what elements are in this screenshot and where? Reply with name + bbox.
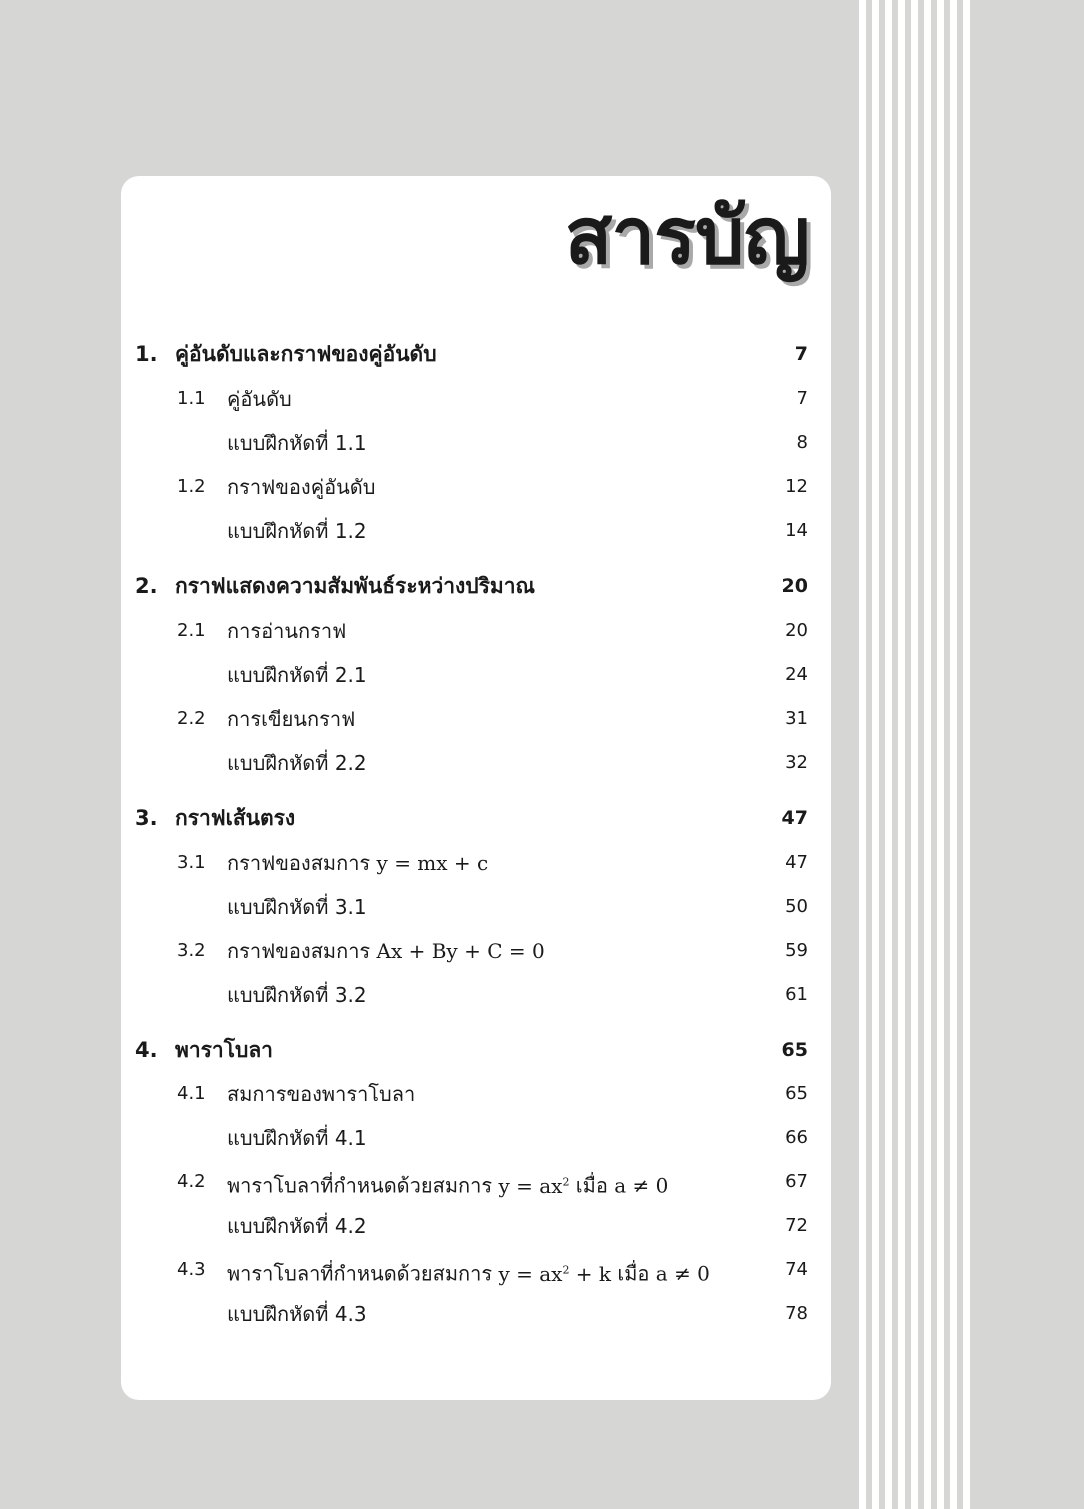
toc-exercise-3-2[interactable] — [121, 977, 831, 1013]
toc-section-4-2[interactable] — [121, 1164, 831, 1200]
page-number: 24 — [785, 664, 808, 685]
toc-exercise-1-2[interactable] — [121, 513, 831, 549]
section-title — [227, 933, 545, 969]
condition: a ≠ 0 — [614, 1173, 669, 1198]
chapter-title: กราฟเส้นตรง — [175, 806, 296, 830]
equation: y = mx + c — [376, 851, 489, 875]
equation: Ax + By + C = 0 — [376, 939, 545, 963]
chapter-number: 3. — [135, 806, 158, 830]
section-title-text: พาราโบลาที่กำหนดด้วยสมการ — [227, 1261, 493, 1286]
exercise-title: แบบฝึกหัดที่ 2.1 — [227, 663, 367, 687]
table-of-contents — [121, 176, 831, 1400]
section-number: 4.3 — [177, 1259, 206, 1280]
equation — [498, 1174, 569, 1198]
chapter-title: กราฟแสดงความสัมพันธ์ระหว่างปริมาณ — [175, 574, 536, 598]
section-number: 2.1 — [177, 620, 206, 641]
page-number: 65 — [785, 1083, 808, 1104]
exercise-title: แบบฝึกหัดที่ 3.1 — [227, 895, 367, 919]
toc-chapter-1[interactable] — [121, 336, 831, 372]
toc-exercise-4-1[interactable] — [121, 1120, 831, 1156]
page-number: 66 — [785, 1127, 808, 1148]
page-number: 61 — [785, 984, 808, 1005]
section-title-text: กราฟของสมการ — [227, 851, 371, 875]
chapter-number: 2. — [135, 574, 158, 598]
section-title: คู่อันดับ — [227, 387, 292, 411]
chapter-title: คู่อันดับและกราฟของคู่อันดับ — [175, 342, 437, 366]
toc-section-3-1[interactable] — [121, 845, 831, 881]
toc-section-1-1[interactable] — [121, 381, 831, 417]
toc-exercise-4-3[interactable] — [121, 1296, 831, 1332]
toc-section-4-3[interactable] — [121, 1252, 831, 1288]
section-title: การอ่านกราฟ — [227, 619, 347, 643]
equation — [498, 1262, 611, 1286]
exponent: 2 — [562, 1263, 570, 1276]
chapter-title: พาราโบลา — [175, 1038, 273, 1062]
section-title — [227, 1164, 668, 1204]
toc-exercise-1-1[interactable] — [121, 425, 831, 461]
section-number: 1.2 — [177, 476, 206, 497]
page-number: 12 — [785, 476, 808, 497]
page-number: 72 — [785, 1215, 808, 1236]
section-title — [227, 1252, 710, 1292]
exercise-title: แบบฝึกหัดที่ 4.2 — [227, 1214, 367, 1238]
decorative-margin — [971, 0, 1084, 1509]
toc-section-1-2[interactable] — [121, 469, 831, 505]
section-number: 4.2 — [177, 1171, 206, 1192]
toc-chapter-2[interactable] — [121, 568, 831, 604]
toc-exercise-4-2[interactable] — [121, 1208, 831, 1244]
section-title: กราฟของคู่อันดับ — [227, 475, 376, 499]
page-number: 20 — [781, 575, 808, 597]
page-number: 47 — [781, 807, 808, 829]
page-number: 20 — [785, 620, 808, 641]
toc-section-4-1[interactable] — [121, 1076, 831, 1112]
section-title: สมการของพาราโบลา — [227, 1082, 416, 1106]
section-number: 4.1 — [177, 1083, 206, 1104]
section-number: 3.2 — [177, 940, 206, 961]
section-title: การเขียนกราฟ — [227, 707, 356, 731]
section-number: 3.1 — [177, 852, 206, 873]
condition-word: เมื่อ — [617, 1261, 650, 1286]
exercise-title: แบบฝึกหัดที่ 4.3 — [227, 1302, 367, 1326]
page-number: 78 — [785, 1303, 808, 1324]
exercise-title: แบบฝึกหัดที่ 3.2 — [227, 983, 367, 1007]
toc-section-2-1[interactable] — [121, 613, 831, 649]
section-number: 1.1 — [177, 388, 206, 409]
page-title: สารบัญ — [564, 192, 809, 282]
toc-card — [121, 176, 831, 1400]
page-number: 14 — [785, 520, 808, 541]
page-number: 47 — [785, 852, 808, 873]
page-number: 8 — [796, 432, 808, 453]
section-title — [227, 845, 488, 881]
exercise-title: แบบฝึกหัดที่ 1.1 — [227, 431, 367, 455]
page-number: 67 — [785, 1171, 808, 1192]
toc-chapter-4[interactable] — [121, 1032, 831, 1068]
page-number: 65 — [781, 1039, 808, 1061]
section-title-text: กราฟของสมการ — [227, 939, 371, 963]
exponent: 2 — [562, 1175, 570, 1188]
toc-exercise-2-1[interactable] — [121, 657, 831, 693]
toc-section-3-2[interactable] — [121, 933, 831, 969]
equation-part: y = ax — [498, 1173, 563, 1198]
chapter-number: 1. — [135, 342, 158, 366]
equation-part: + k — [569, 1261, 612, 1286]
chapter-number: 4. — [135, 1038, 158, 1062]
section-number: 2.2 — [177, 708, 206, 729]
page-number: 74 — [785, 1259, 808, 1280]
exercise-title: แบบฝึกหัดที่ 4.1 — [227, 1126, 367, 1150]
toc-exercise-2-2[interactable] — [121, 745, 831, 781]
page-number: 32 — [785, 752, 808, 773]
section-title-text: พาราโบลาที่กำหนดด้วยสมการ — [227, 1173, 493, 1198]
exercise-title: แบบฝึกหัดที่ 2.2 — [227, 751, 367, 775]
toc-chapter-3[interactable] — [121, 800, 831, 836]
condition: a ≠ 0 — [655, 1261, 710, 1286]
equation-part: y = ax — [498, 1261, 563, 1286]
decorative-stripes — [853, 0, 971, 1509]
page-number: 31 — [785, 708, 808, 729]
condition-word: เมื่อ — [575, 1173, 608, 1198]
toc-exercise-3-1[interactable] — [121, 889, 831, 925]
page-number: 7 — [796, 388, 808, 409]
exercise-title: แบบฝึกหัดที่ 1.2 — [227, 519, 367, 543]
toc-section-2-2[interactable] — [121, 701, 831, 737]
page-number: 50 — [785, 896, 808, 917]
page-number: 7 — [794, 343, 808, 365]
page-number: 59 — [785, 940, 808, 961]
